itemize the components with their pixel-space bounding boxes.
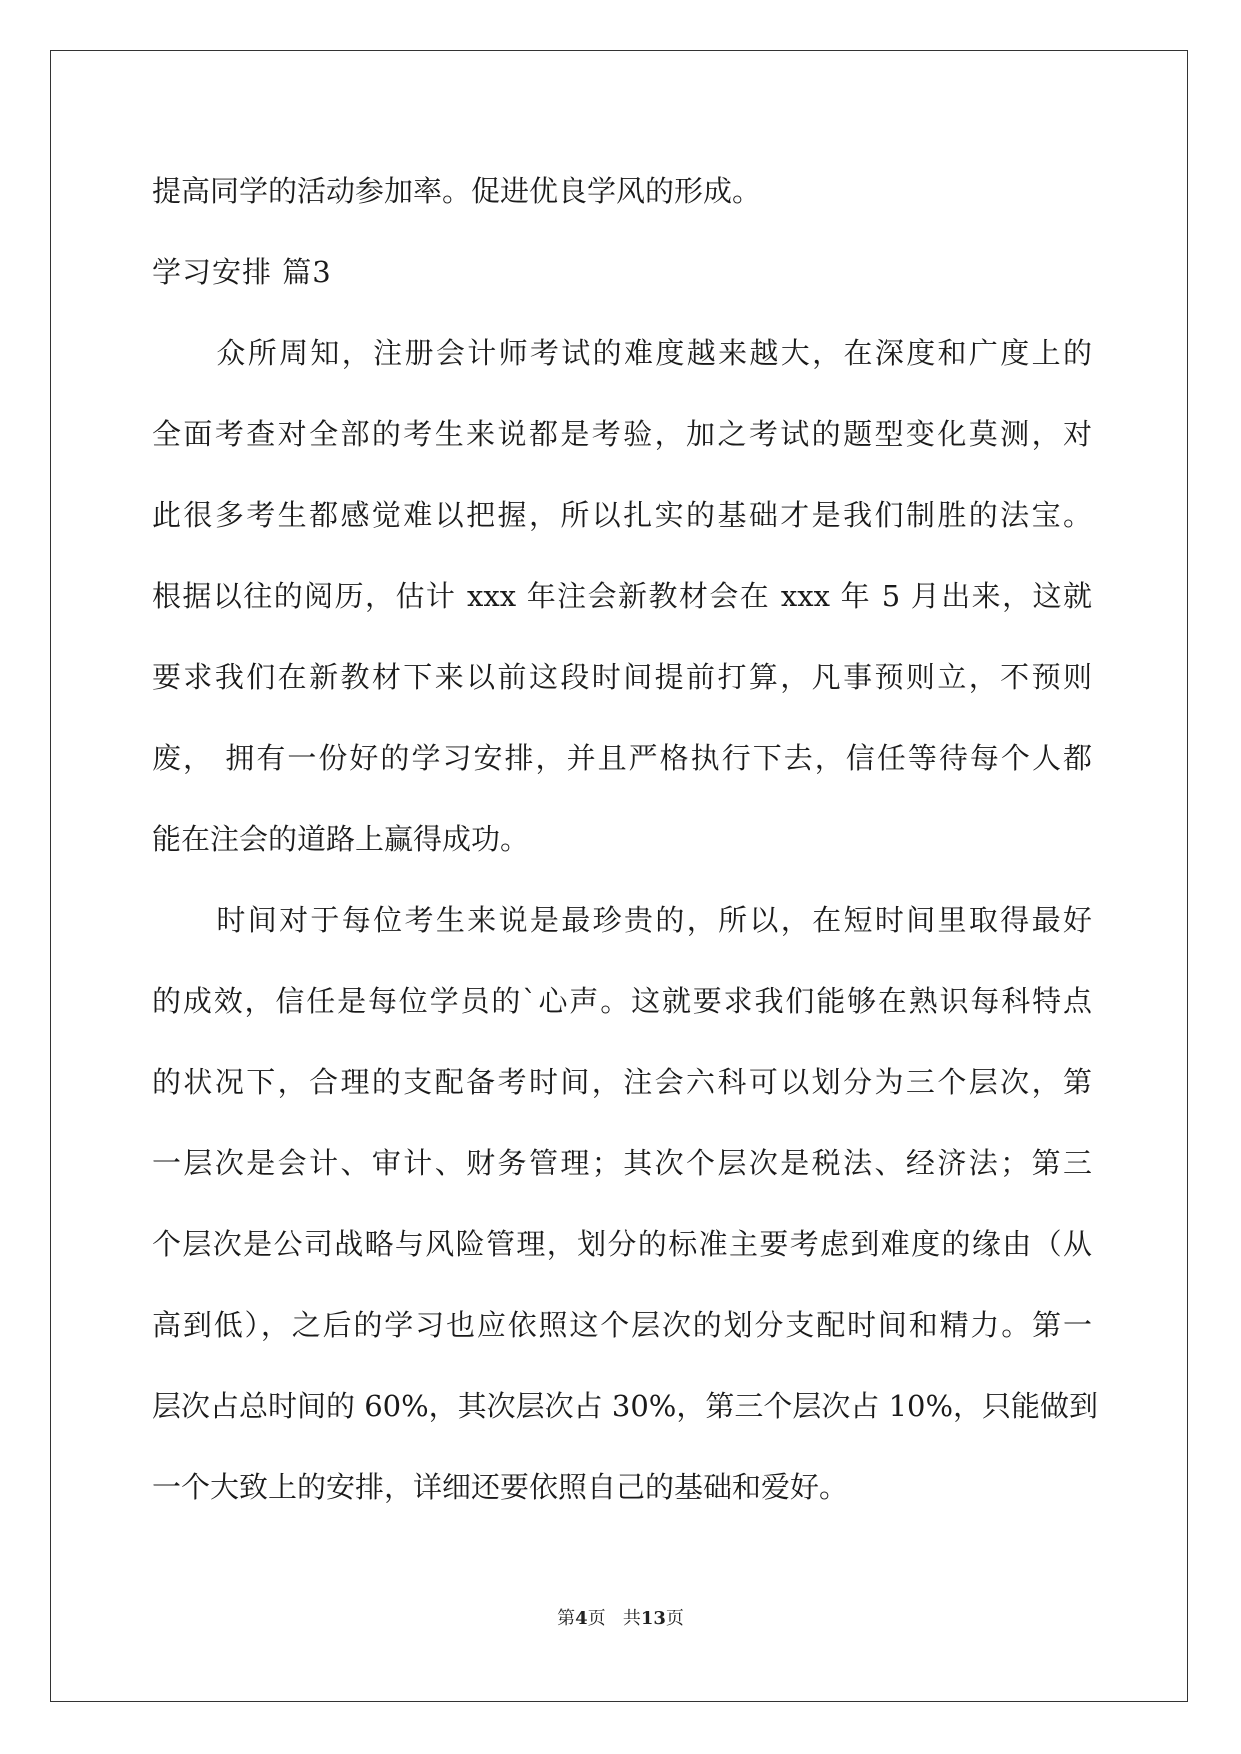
page-suffix: 页 (587, 1608, 606, 1629)
total-prefix: 共 (622, 1608, 641, 1629)
text-line-4: 全面考查对全部的考生来说都是考验，加之考试的题型变化莫测，对 (152, 417, 1092, 451)
text-line-3-content: 众所周知，注册会计师考试的难度越来越大，在深度和广度上的 (214, 336, 1092, 370)
document-body (152, 168, 1099, 1545)
text-line-10-content: 时间对于每位考生来说是最珍贵的，所以，在短时间里取得最好 (214, 903, 1092, 937)
page-prefix: 第 (557, 1608, 576, 1629)
text-line-5: 此很多考生都感觉难以把握，所以扎实的基础才是我们制胜的法宝。 (152, 498, 1092, 532)
text-line-7: 要求我们在新教材下来以前这段时间提前打算，凡事预则立，不预则 (152, 660, 1092, 694)
text-line-9: 能在注会的道路上赢得成功。 (152, 822, 530, 856)
text-line-16: 层次占总时间的 60%，其次层次占 30%，第三个层次占 10%，只能做到 (152, 1389, 1099, 1423)
text-line-11: 的成效，信任是每位学员的`心声。这就要求我们能够在熟识每科特点 (152, 984, 1092, 1018)
text-line-1: 提高同学的活动参加率。促进优良学风的形成。 (152, 174, 762, 208)
total-suffix: 页 (665, 1608, 684, 1629)
text-line-12: 的状况下，合理的支配备考时间，注会六科可以划分为三个层次，第 (152, 1065, 1092, 1099)
total-pages: 13 (640, 1608, 666, 1629)
text-line-3 (152, 330, 1092, 411)
text-line-10 (152, 897, 1092, 978)
page-footer (0, 1607, 1241, 1631)
text-line-14: 个层次是公司战略与风险管理，划分的标准主要考虑到难度的缘由（从 (152, 1227, 1092, 1261)
text-line-8: 废， 拥有一份好的学习安排，并且严格执行下去，信任等待每个人都 (152, 741, 1092, 775)
text-line-15: 高到低），之后的学习也应依照这个层次的划分支配时间和精力。第一 (152, 1308, 1092, 1342)
page-number: 4 (575, 1608, 588, 1629)
text-line-13: 一层次是会计、审计、财务管理；其次个层次是税法、经济法；第三 (152, 1146, 1092, 1180)
text-line-6: 根据以往的阅历，估计 xxx 年注会新教材会在 xxx 年 5 月出来，这就 (152, 579, 1092, 613)
section-heading: 学习安排 篇3 (152, 255, 332, 289)
text-line-17: 一个大致上的安排，详细还要依照自己的基础和爱好。 (152, 1470, 849, 1504)
